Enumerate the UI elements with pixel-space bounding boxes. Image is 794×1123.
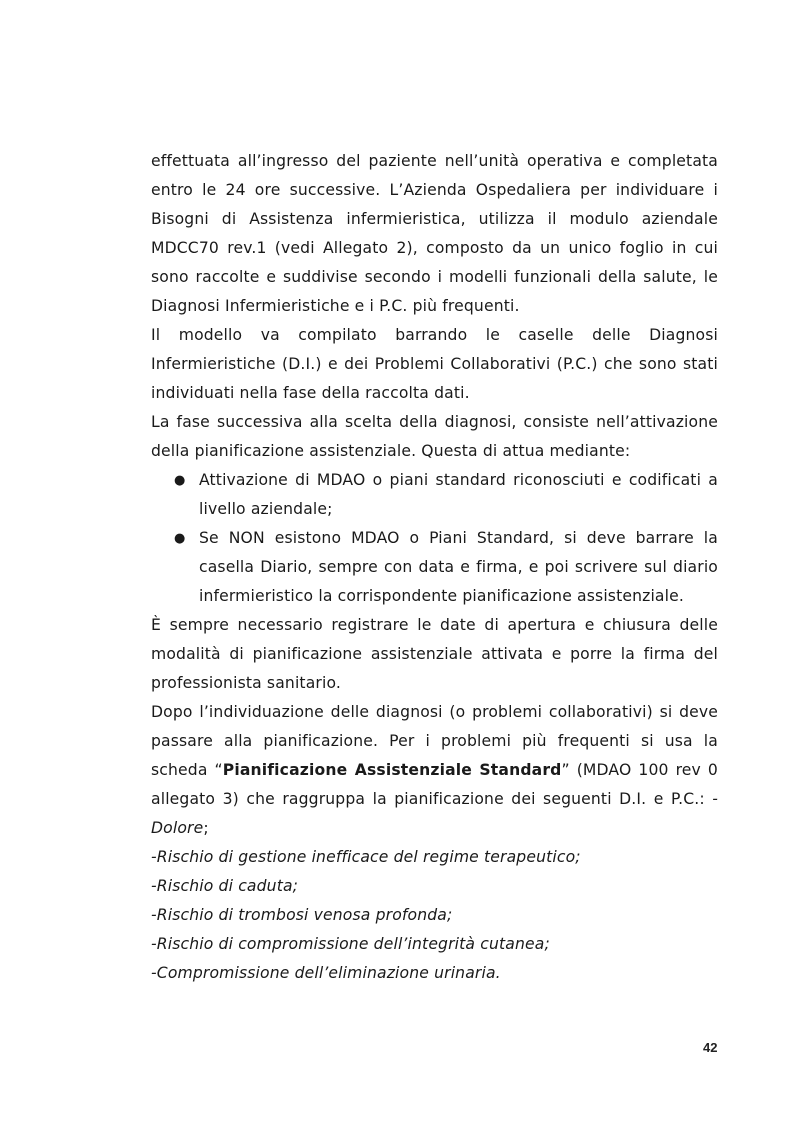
paragraph-5 bbox=[151, 698, 718, 843]
list-item-text: Attivazione di MDAO o piani standard riconosciuti e codificati a livello aziendale; bbox=[199, 471, 718, 518]
paragraph-3: La fase successiva alla scelta della diagnosi, consiste nell’attivazione della pianificazione assistenziale. Questa di attua mediante: bbox=[151, 413, 718, 460]
bullet-icon: ● bbox=[174, 531, 186, 546]
paragraph-1: effettuata all’ingresso del paziente nell’unità operativa e completata entro le 24 ore successive. L’Azienda Ospedaliera per individuare i Bisogni di Assistenza infermieristica, utilizza il modulo aziendale MDCC70 rev.1 (vedi Allegato 2), composto da un unico foglio in cui sono raccolte e suddivise secondo i modelli funzionali della salute, le Diagnosi Infermieristiche e i P.C. più frequenti. bbox=[151, 152, 718, 315]
paragraph-5-text: Dopo l’individuazione delle diagnosi (o problemi collaborativi) si deve passare alla pianificazione. Per i problemi più frequenti si usa la scheda “ bbox=[151, 703, 718, 779]
paragraph-4: È sempre necessario registrare le date di apertura e chiusura delle modalità di pianificazione assistenziale attivata e porre la firma del professionista sanitario. bbox=[151, 616, 718, 692]
diagnosis-item: -Rischio di compromissione dell’integrità cutanea; bbox=[151, 935, 550, 953]
diagnosis-item: -Compromissione dell’eliminazione urinaria. bbox=[151, 964, 501, 982]
list-item-text: Se NON esistono MDAO o Piani Standard, si deve barrare la casella Diario, sempre con data e firma, e poi scrivere sul diario infermieristico la corrispondente pianificazione assistenziale. bbox=[199, 529, 718, 605]
diagnosis-item: -Rischio di caduta; bbox=[151, 877, 299, 895]
bullet-icon: ● bbox=[174, 473, 186, 488]
page-number: 42 bbox=[703, 1040, 718, 1055]
paragraph-5-text-cont: ” (MDAO 100 rev 0 allegato 3) che raggruppa la pianificazione dei seguenti D.I. e P.C.: bbox=[151, 761, 718, 808]
list-item bbox=[151, 524, 718, 611]
diagnosis-item-dolore: -Dolore bbox=[151, 790, 718, 837]
diagnosis-item: -Rischio di gestione inefficace del regime terapeutico; bbox=[151, 848, 581, 866]
bullet-list bbox=[151, 466, 718, 611]
paragraph-5-end: ; bbox=[203, 819, 209, 837]
paragraph-2: Il modello va compilato barrando le caselle delle Diagnosi Infermieristiche (D.I.) e dei Problemi Collaborativi (P.C.) che sono stati individuati nella fase della raccolta dati. bbox=[151, 326, 718, 402]
list-item bbox=[151, 466, 718, 524]
form-title-bold: Pianificazione Assistenziale Standard bbox=[222, 761, 562, 779]
diagnosis-item: -Rischio di trombosi venosa profonda; bbox=[151, 906, 453, 924]
page-body bbox=[151, 147, 718, 988]
